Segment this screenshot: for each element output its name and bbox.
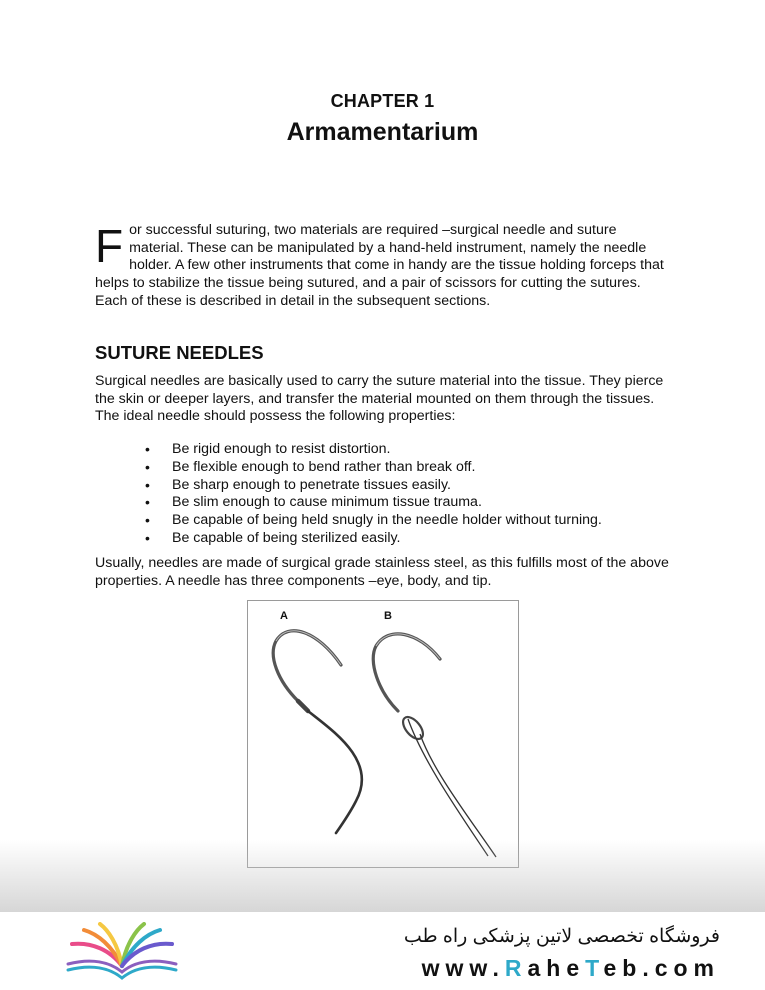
url-part: www.	[421, 955, 505, 981]
list-item: • Be slim enough to cause minimum tissue trauma.	[145, 494, 602, 512]
store-url[interactable]	[422, 955, 720, 982]
eyed-needle-icon	[373, 634, 496, 857]
steel-paragraph: Usually, needles are made of surgical grade stainless steel, as this fulfills most of the above properties. A needle has three components –eye, body, and tip.	[95, 555, 669, 589]
intro-paragraph	[95, 222, 670, 311]
chapter-title: Armamentarium	[286, 118, 479, 146]
figure-label-b: B	[384, 610, 392, 622]
url-part-accent: T	[585, 955, 604, 981]
list-item: • Be sharp enough to penetrate tissues easily.	[145, 477, 602, 495]
store-name: فروشگاه تخصصی لاتین پزشکی راه طب	[403, 926, 720, 947]
section-heading: SUTURE NEEDLES	[95, 342, 264, 363]
chapter-label: CHAPTER 1	[330, 91, 435, 111]
url-part: eb	[603, 955, 643, 981]
properties-list	[145, 441, 602, 548]
list-item: • Be rigid enough to resist distortion.	[145, 441, 602, 459]
swaged-needle-icon	[273, 631, 362, 833]
url-part: .com	[642, 955, 720, 981]
list-item: • Be flexible enough to bend rather than break off.	[145, 459, 602, 477]
url-part-accent: R	[504, 955, 528, 981]
list-item: • Be capable of being held snugly in the needle holder without turning.	[145, 512, 602, 530]
url-part: ahe	[527, 955, 586, 981]
list-item: • Be capable of being sterilized easily.	[145, 530, 602, 548]
intro-text: or successful suturing, two materials are required –surgical needle and suture material. These can be manipulated by a hand-held instrument, namely the needle holder. A few other instruments that come in handy are the tissue holding forceps that helps to stabilize the tissue being sutured, and a pair of scissors for cutting the sutures. Each of these is described in detail in the subsequent sections.	[95, 222, 664, 309]
needles-paragraph: Surgical needles are basically used to carry the suture material into the tissue. They pierce the skin or deeper layers, and transfer the material mounted on them through the tissues. The ideal needle should possess the following properties:	[95, 373, 664, 425]
figure-label-a: A	[280, 610, 288, 622]
page-bottom-shadow	[0, 840, 765, 915]
drop-cap: F	[95, 220, 124, 272]
needle-illustration	[248, 601, 518, 867]
book-logo-icon	[62, 922, 182, 980]
needle-figure	[247, 600, 519, 868]
